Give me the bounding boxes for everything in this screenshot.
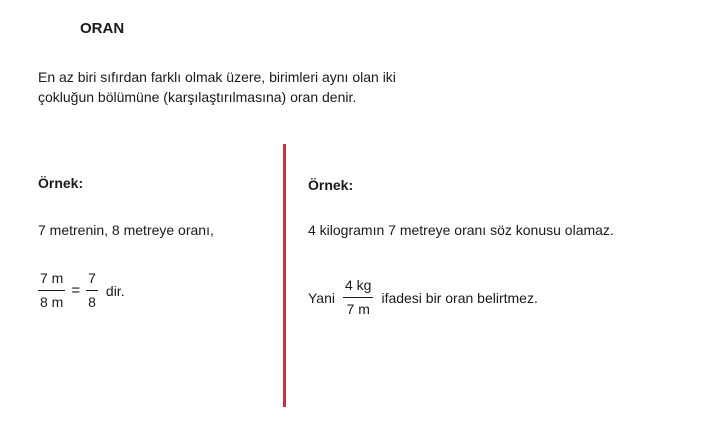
fraction-numerator: 7 m: [40, 270, 64, 286]
example-right-tail: ifadesi bir oran belirtmez.: [381, 289, 538, 306]
example-right-sentence: 4 kilogramın 7 metreye oranı söz konusu olamaz.: [308, 222, 614, 238]
fraction-7m-8m: [38, 270, 65, 311]
fraction-numerator: 7: [88, 270, 96, 286]
page-title: ORAN: [80, 20, 125, 37]
fraction-numerator: 4 kg: [344, 277, 372, 293]
column-divider: [283, 144, 286, 407]
example-left-sentence: 7 metrenin, 8 metreye oranı,: [38, 222, 214, 238]
definition-line-1: En az biri sıfırdan farklı olmak üzere, birimleri aynı olan iki: [38, 69, 396, 85]
fraction-7-8: [86, 270, 98, 311]
example-left-equation: [38, 270, 125, 311]
equals-sign: =: [71, 282, 81, 299]
fraction-4kg-7m: [343, 277, 373, 318]
fraction-denominator: 8: [88, 294, 96, 310]
example-right-prefix: Yani: [308, 289, 335, 306]
example-right-heading: Örnek:: [308, 177, 354, 193]
definition-text: [38, 67, 396, 107]
example-left-heading: Örnek:: [38, 175, 84, 191]
example-right-expression: [308, 277, 538, 318]
fraction-denominator: 8 m: [40, 294, 64, 310]
definition-line-2: çokluğun bölümüne (karşılaştırılmasına) oran denir.: [38, 89, 357, 105]
example-left-tail: dir.: [105, 282, 125, 299]
fraction-denominator: 7 m: [346, 301, 370, 317]
